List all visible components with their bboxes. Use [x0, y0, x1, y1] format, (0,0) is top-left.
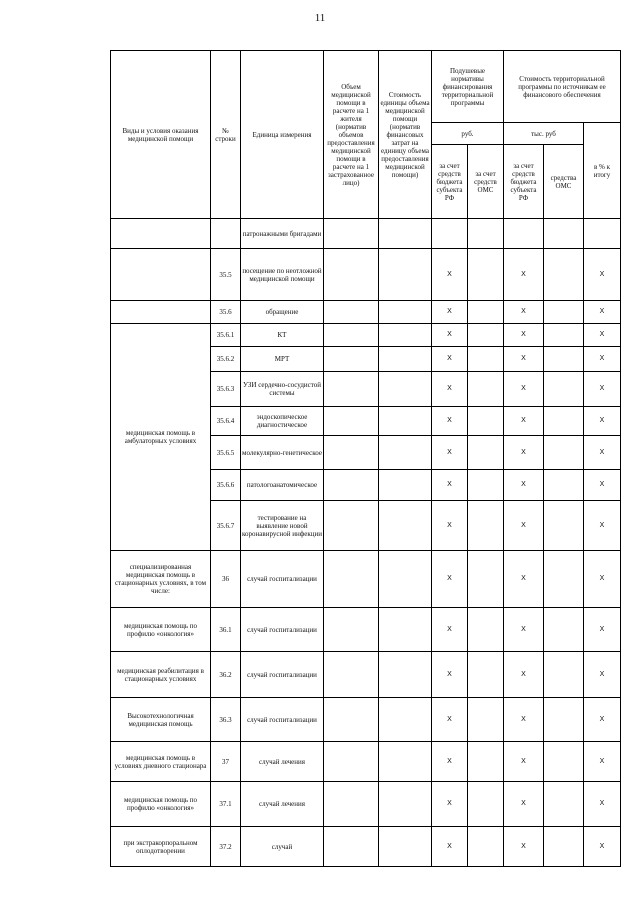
header-territorial: Стоимость территориальной программы по источникам ее финансового обеспечения	[504, 51, 621, 123]
mark-cell: X	[432, 698, 468, 742]
mark-cell: X	[504, 436, 544, 470]
unit-cell: обращение	[241, 301, 324, 324]
mark-cell: X	[504, 742, 544, 782]
type-cell: при экстракорпоральном оплодотворении	[111, 827, 211, 867]
mark-cell: X	[504, 551, 544, 608]
header-oms: за счет средств ОМС	[468, 145, 504, 219]
unit-cell: эндоскопическое диагностическое	[241, 407, 324, 436]
mark-cell: X	[432, 436, 468, 470]
unit-cell: случай госпитализации	[241, 698, 324, 742]
header-oms-2: средства ОМС	[544, 145, 584, 219]
mark-cell: X	[584, 372, 621, 407]
unit-cell: посещение по неотложной медицинской помощи	[241, 249, 324, 301]
mark-cell: X	[504, 407, 544, 436]
row-no-cell: 35.6.7	[211, 501, 241, 551]
row-no-cell: 35.6.1	[211, 324, 241, 347]
mark-cell: X	[584, 470, 621, 501]
header-types: Виды и условия оказания медицинской помощи	[111, 51, 211, 219]
mark-cell: X	[584, 782, 621, 827]
unit-cell: патологоанатомическое	[241, 470, 324, 501]
table-row	[111, 652, 621, 698]
mark-cell: X	[584, 742, 621, 782]
table-row	[111, 219, 621, 249]
table-row	[111, 827, 621, 867]
header-pct: в % к итогу	[584, 123, 621, 219]
mark-cell: X	[584, 347, 621, 372]
unit-cell: КТ	[241, 324, 324, 347]
header-thous-rub: тыс. руб	[504, 123, 584, 145]
mark-cell: X	[504, 470, 544, 501]
mark-cell: X	[584, 551, 621, 608]
header-unit: Единица измерения	[241, 51, 324, 219]
row-no-cell: 37	[211, 742, 241, 782]
row-no-cell: 37.1	[211, 782, 241, 827]
type-cell: медицинская реабилитация в стационарных условиях	[111, 652, 211, 698]
mark-cell: X	[432, 652, 468, 698]
table-row	[111, 324, 621, 347]
mark-cell: X	[504, 249, 544, 301]
mark-cell: X	[504, 782, 544, 827]
mark-cell: X	[432, 470, 468, 501]
type-cell: специализированная медицинская помощь в стационарных условиях, в том числе:	[111, 551, 211, 608]
table-row	[111, 608, 621, 652]
table-row	[111, 551, 621, 608]
mark-cell: X	[584, 501, 621, 551]
row-no-cell: 35.5	[211, 249, 241, 301]
unit-cell: случай лечения	[241, 742, 324, 782]
mark-cell: X	[432, 551, 468, 608]
mark-cell: X	[504, 501, 544, 551]
unit-cell: тестирование на выявление новой коронавирусной инфекции	[241, 501, 324, 551]
type-cell: медицинская помощь по профилю «онкология»	[111, 782, 211, 827]
header-rub: руб.	[432, 123, 504, 145]
unit-cell: случай госпитализации	[241, 551, 324, 608]
row-no-cell: 36	[211, 551, 241, 608]
table-row	[111, 742, 621, 782]
page-number: 11	[314, 12, 326, 24]
mark-cell: X	[432, 407, 468, 436]
unit-cell: случай госпитализации	[241, 608, 324, 652]
mark-cell: X	[504, 372, 544, 407]
mark-cell: X	[432, 372, 468, 407]
row-no-cell: 35.6.5	[211, 436, 241, 470]
table-row	[111, 301, 621, 324]
table-row	[111, 698, 621, 742]
header-budget-rf: за счет средств бюджета субъекта РФ	[432, 145, 468, 219]
table-row	[111, 249, 621, 301]
row-no-cell: 35.6.6	[211, 470, 241, 501]
row-no-cell: 35.6.2	[211, 347, 241, 372]
row-no-cell: 36.3	[211, 698, 241, 742]
mark-cell: X	[432, 608, 468, 652]
mark-cell: X	[584, 436, 621, 470]
row-no-cell: 36.1	[211, 608, 241, 652]
mark-cell: X	[432, 827, 468, 867]
header-volume: Объем медицинской помощи в расчете на 1 жителя (норматив объемов предоставления медицинской помощи в расчете на 1 застрахованное лицо)	[324, 51, 379, 219]
mark-cell: X	[504, 324, 544, 347]
type-cell: Высокотехнологичная медицинская помощь	[111, 698, 211, 742]
mark-cell: X	[584, 407, 621, 436]
unit-cell: патронажными бригадами	[241, 219, 324, 249]
mark-cell: X	[432, 324, 468, 347]
mark-cell: X	[584, 324, 621, 347]
mark-cell: X	[584, 301, 621, 324]
mark-cell: X	[432, 501, 468, 551]
mark-cell: X	[504, 301, 544, 324]
table-row	[111, 782, 621, 827]
mark-cell: X	[584, 249, 621, 301]
mark-cell: X	[584, 827, 621, 867]
mark-cell: X	[584, 652, 621, 698]
unit-cell: случай	[241, 827, 324, 867]
unit-cell: МРТ	[241, 347, 324, 372]
header-cost: Стоимость единицы объема медицинской помощи (норматив финансовых затрат на единицу объема предоставления медицинской помощи)	[379, 51, 432, 219]
mark-cell: X	[432, 742, 468, 782]
row-no-cell: 35.6.3	[211, 372, 241, 407]
mark-cell: X	[504, 827, 544, 867]
header-row-no: № строки	[211, 51, 241, 219]
group-label: медицинская помощь в амбулаторных условиях	[111, 324, 211, 551]
row-no-cell: 35.6.4	[211, 407, 241, 436]
type-cell: медицинская помощь по профилю «онкология»	[111, 608, 211, 652]
row-no-cell: 35.6	[211, 301, 241, 324]
mark-cell: X	[432, 301, 468, 324]
mark-cell: X	[584, 608, 621, 652]
row-no-cell: 37.2	[211, 827, 241, 867]
unit-cell: случай лечения	[241, 782, 324, 827]
mark-cell: X	[504, 347, 544, 372]
mark-cell: X	[432, 347, 468, 372]
unit-cell: молекулярно-генетическое	[241, 436, 324, 470]
type-cell: медицинская помощь в условиях дневного стационара	[111, 742, 211, 782]
unit-cell: УЗИ сердечно-сосудистой системы	[241, 372, 324, 407]
mark-cell: X	[504, 698, 544, 742]
mark-cell: X	[504, 608, 544, 652]
mark-cell: X	[432, 249, 468, 301]
header-budget-rf-2: за счет средств бюджета субъекта РФ	[504, 145, 544, 219]
mark-cell: X	[584, 698, 621, 742]
unit-cell: случай госпитализации	[241, 652, 324, 698]
mark-cell: X	[504, 652, 544, 698]
header-per-capita: Подушевые нормативы финансирования территориальной программы	[432, 51, 504, 123]
mark-cell: X	[432, 782, 468, 827]
row-no-cell: 36.2	[211, 652, 241, 698]
financing-table	[110, 50, 621, 867]
